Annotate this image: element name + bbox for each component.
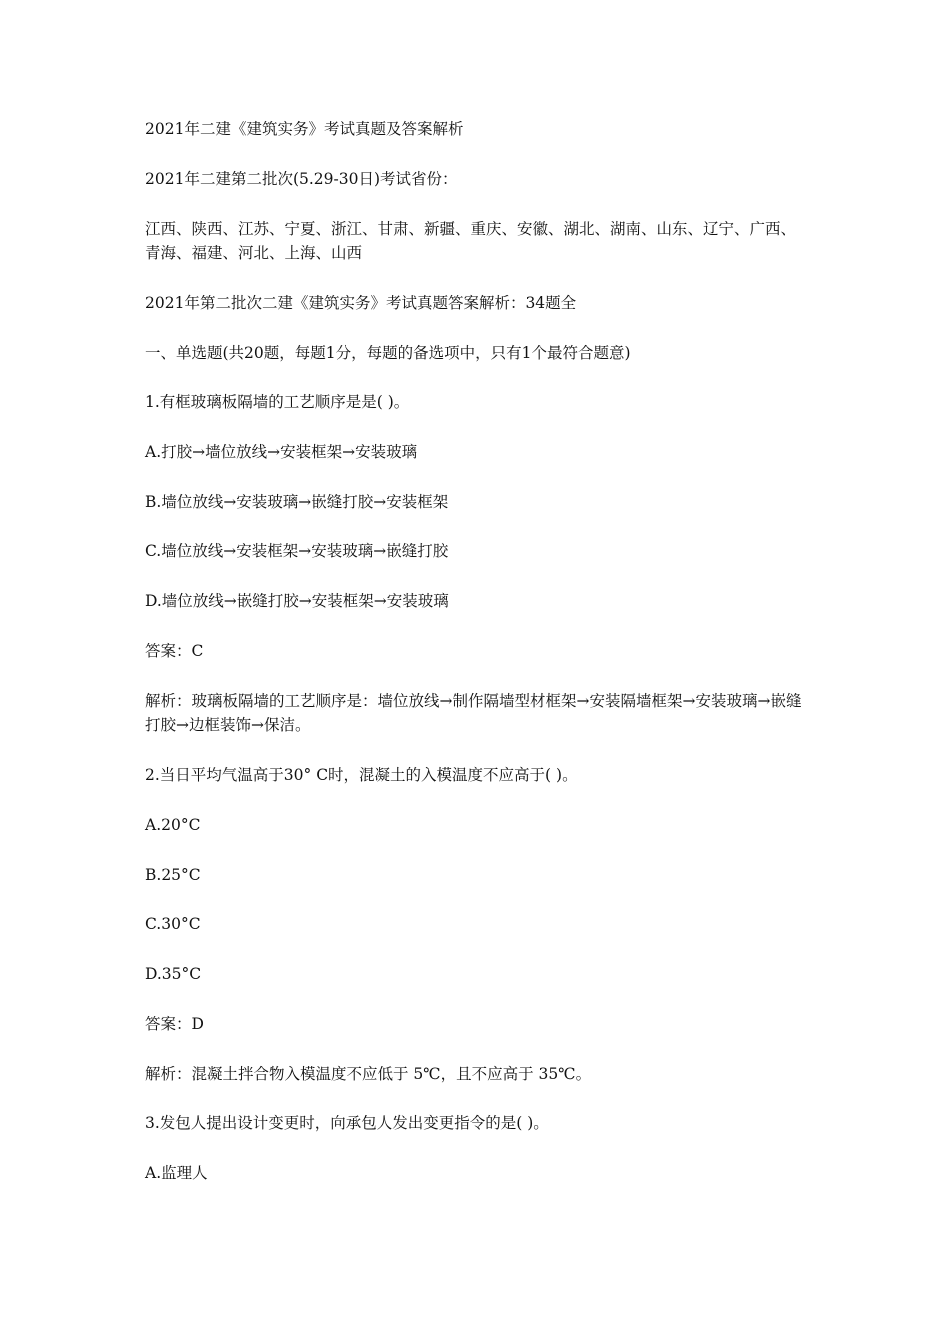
document-title: 2021年二建《建筑实务》考试真题及答案解析: [145, 120, 464, 138]
question-2-stem: 2.当日平均气温高于30° C时，混凝土的入模温度不应高于( )。: [145, 766, 578, 784]
batch-info: 2021年二建第二批次(5.29-30日)考试省份：: [145, 170, 458, 188]
section-heading: 一、单选题(共20题，每题1分，每题的备选项中，只有1个最符合题意): [145, 344, 631, 362]
question-2-option-d: D.35°C: [145, 965, 202, 983]
question-1-option-d: D.墙位放线→嵌缝打胶→安装框架→安装玻璃: [145, 592, 449, 610]
question-2-option-b: B.25°C: [145, 866, 201, 884]
question-2-explanation: 解析：混凝土拌合物入模温度不应低于 5℃，且不应高于 35℃。: [145, 1065, 592, 1083]
question-3-stem: 3.发包人提出设计变更时，向承包人发出变更指令的是( )。: [145, 1114, 549, 1132]
question-1-answer: 答案：C: [145, 642, 204, 660]
question-1-option-c: C.墙位放线→安装框架→安装玻璃→嵌缝打胶: [145, 542, 449, 560]
question-2-option-c: C.30°C: [145, 915, 201, 933]
analysis-heading: 2021年第二批次二建《建筑实务》考试真题答案解析：34题全: [145, 294, 577, 312]
question-2-answer: 答案：D: [145, 1015, 204, 1033]
question-1-option-b: B.墙位放线→安装玻璃→嵌缝打胶→安装框架: [145, 493, 449, 511]
question-2-option-a: A.20°C: [145, 816, 201, 834]
province-list: 江西、陕西、江苏、宁夏、浙江、甘肃、新疆、重庆、安徽、湖北、湖南、山东、辽宁、广西、青海、福建、河北、上海、山西: [145, 220, 797, 262]
question-1-stem: 1.有框玻璃板隔墙的工艺顺序是是( )。: [145, 393, 410, 411]
question-1-explanation: 解析：玻璃板隔墙的工艺顺序是：墙位放线→制作隔墙型材框架→安装隔墙框架→安装玻璃→嵌缝打胶→边框装饰→保洁。: [145, 692, 802, 734]
question-3-option-a: A.监理人: [145, 1164, 208, 1182]
question-1-option-a: A.打胶→墙位放线→安装框架→安装玻璃: [145, 443, 418, 461]
